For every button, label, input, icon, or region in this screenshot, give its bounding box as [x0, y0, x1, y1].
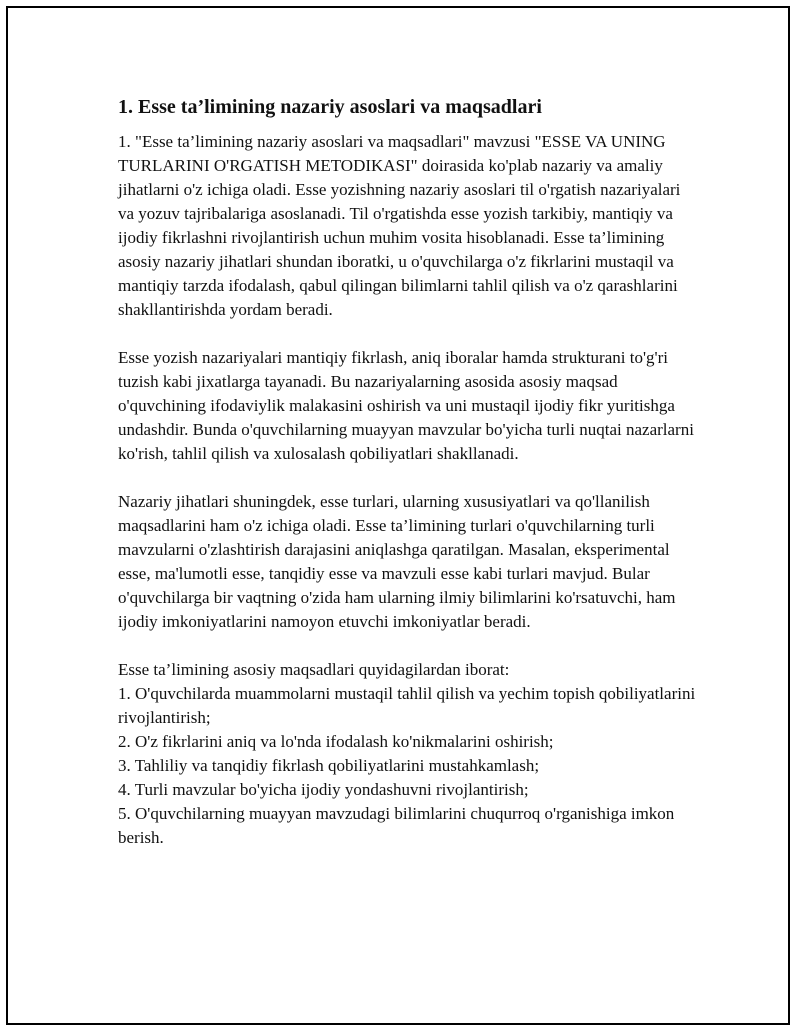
list-item: 1. O'quvchilarda muammolarni mustaqil tahlil qilish va yechim topish qobiliyatlarini rivojlantirish;	[118, 684, 696, 727]
list-item: 4. Turli mavzular bo'yicha ijodiy yondashuvni rivojlantirish;	[118, 780, 529, 799]
section-title: 1. Esse ta’limining nazariy asoslari va maqsadlari	[118, 96, 542, 118]
list-item: 5. O'quvchilarning muayyan mavzudagi bilimlarini chuqurroq o'rganishiga imkon berish.	[118, 804, 675, 847]
paragraph-2: Esse yozish nazariyalari mantiqiy fikrlash, aniq iboralar hamda strukturani to'g'ri tuzish kabi jixatlarga tayanadi. Bu nazariyalarning asosida asosiy maqsad o'quvchining ifodaviylik malakasini oshirish va uni mustaqil ijodiy fikr yuritishga undashdir. Bunda o'quvchilarning muayyan mavzular bo'yicha turli nuqtai nazarlarni ko'rish, tahlil qilish va xulosalash qobiliyatlari shakllanadi.	[118, 348, 694, 463]
paragraph-3: Nazariy jihatlari shuningdek, esse turlari, ularning xususiyatlari va qo'llanilish maqsadlarini ham o'z ichiga oladi. Esse ta’limining turlari o'quvchilarning turli mavzularni o'zlashtirish darajasini aniqlashga qaratilgan. Masalan, eksperimental esse, ma'lumotli esse, tanqidiy esse va mavzuli esse kabi turlari mavjud. Bular o'quvchilarga bir vaqtning o'zida ham ularning ilmiy bilimlarini ko'rsatuvchi, ham ijodiy imkoniyatlarini namoyon etuvchi imkoniyatlar beradi.	[118, 492, 676, 631]
list-item: 3. Tahliliy va tanqidiy fikrlash qobiliyatlarini mustahkamlash;	[118, 756, 540, 775]
goals-list	[118, 682, 698, 850]
list-item: 2. O'z fikrlarini aniq va lo'nda ifodalash ko'nikmalarini oshirish;	[118, 732, 554, 751]
paragraph-1: 1. "Esse ta’limining nazariy asoslari va maqsadlari" mavzusi "ESSE VA UNING TURLARINI O'RGATISH METODIKASI" doirasida ko'plab nazariy va amaliy jihatlarni o'z ichiga oladi. Esse yozishning nazariy asoslari til o'rgatish nazariyalari va yozuv tajribalariga asoslanadi. Til o'rgatishda esse yozish tarkibiy, mantiqiy va ijodiy fikrlashni rivojlantirish uchun muhim vosita hisoblanadi. Esse ta’limining asosiy nazariy jihatlari shundan iboratki, u o'quvchilarga o'z fikrlarini mustaqil va mantiqiy tarzda ifodalash, qabul qilingan bilimlarni tahlil qilish va o'z qarashlarini shakllantirishda yordam beradi.	[118, 132, 681, 319]
goals-intro: Esse ta’limining asosiy maqsadlari quyidagilardan iborat:	[118, 660, 510, 679]
document-body	[118, 94, 698, 850]
